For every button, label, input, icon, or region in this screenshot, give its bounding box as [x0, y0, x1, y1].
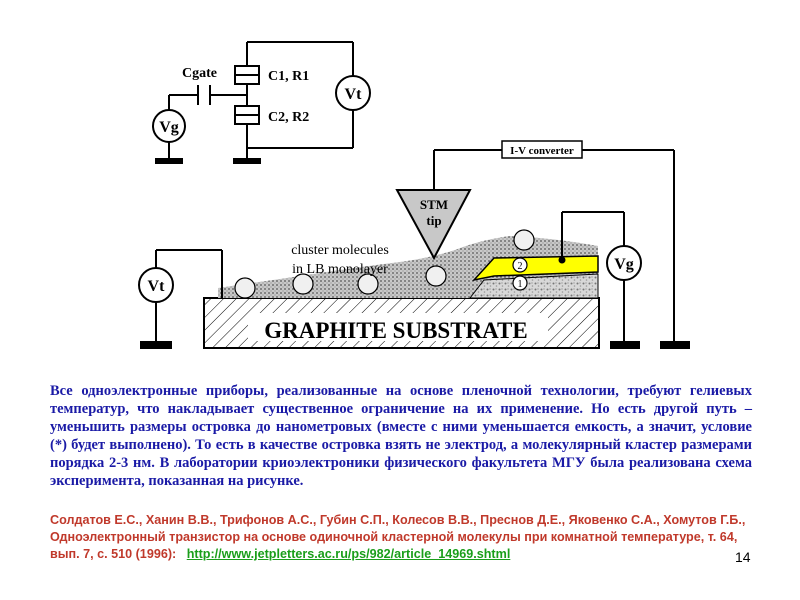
electrode-2-label: 2 — [517, 261, 523, 272]
vt-left-label: Vt — [147, 278, 165, 295]
ground-symbol — [610, 341, 640, 349]
ground-symbol — [233, 158, 261, 164]
ground-symbol — [155, 158, 183, 164]
reference-citation — [50, 512, 756, 563]
vt-top-label: Vt — [344, 86, 362, 103]
cluster-label-line2: in LB monolayer — [292, 262, 388, 277]
c2r2-label: C2, R2 — [268, 110, 310, 125]
page-number: 14 — [735, 549, 751, 565]
cluster-label-line1: cluster molecules — [291, 243, 389, 258]
ground-symbol — [140, 341, 172, 349]
vg-top-label: Vg — [159, 119, 179, 136]
experiment-setup — [139, 141, 690, 349]
vg-right-label: Vg — [614, 256, 634, 273]
c1r1-label: C1, R1 — [268, 69, 310, 84]
electrode-1-label: 1 — [517, 279, 523, 290]
body-paragraph: Все одноэлектронные приборы, реализованные на основе пленочной технологии, требуют гелиевых температур, что накладывает существенное ограничение на их применение. Но есть другой путь – уменьшить размеры островка до нанометровых (вместе с ними уменьшается емкость, а значит, условие (*) будет выполнено). То есть в качестве островка взять не электрод, а молекулярный кластер размерами порядка 2-3 нм. В лаборатории криоэлектроники физического факультета МГУ была реализована схема эксперимента, показанная на рисунке. — [50, 383, 752, 489]
cluster-molecule — [293, 274, 313, 294]
top-circuit — [153, 42, 370, 164]
cluster-molecule — [514, 230, 534, 250]
cluster-molecule — [358, 274, 378, 294]
reference-text: Солдатов Е.С., Ханин В.В., Трифонов А.С., Губин С.П., Колесов В.В., Преснов Д.Е., Яковенко С.А., Хомутов Г.Б., Одноэлектронный транзистор на основе одиночной кластерной молекулы при комнатной температуре, т. 64, вып. 7, с. 510 (1996): — [50, 513, 746, 561]
cgate-label: Cgate — [182, 66, 217, 81]
substrate-label: GRAPHITE SUBSTRATE — [264, 318, 528, 343]
iv-converter-label: I-V converter — [510, 145, 574, 157]
ground-symbol — [660, 341, 690, 349]
stm-label-line1: STM — [419, 197, 449, 212]
cluster-molecule — [426, 266, 446, 286]
article-link[interactable]: http://www.jetpletters.ac.ru/ps/982/article_14969.shtml — [186, 547, 511, 561]
cluster-molecule — [235, 278, 255, 298]
stm-label-line2: tip — [426, 213, 442, 228]
